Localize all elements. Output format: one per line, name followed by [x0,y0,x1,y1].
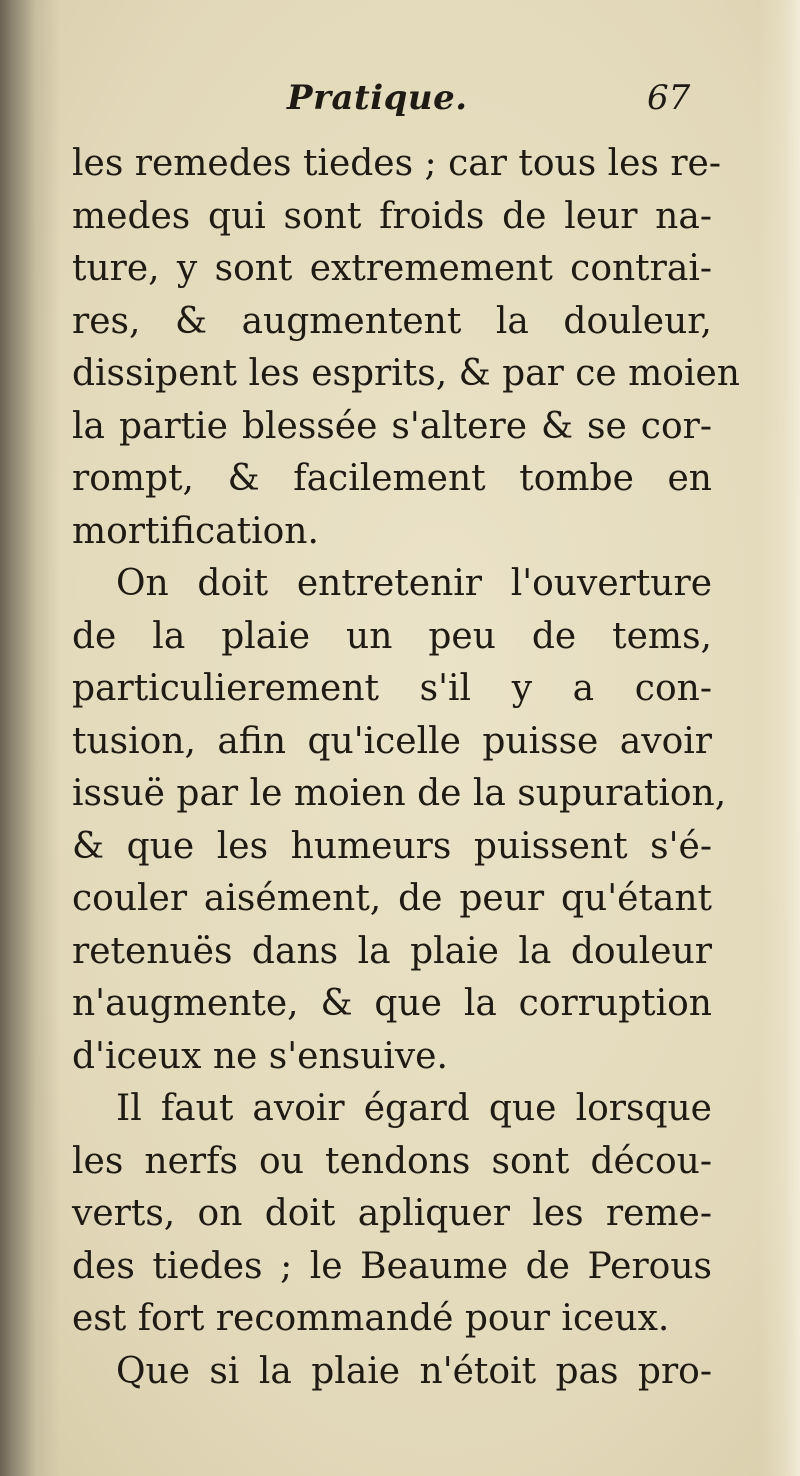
paragraph-end-line: mortification. [72,510,319,552]
running-head: Pratique. [287,78,468,118]
paragraph-end-line: est fort recommandé pour iceux. [72,1298,670,1339]
paragraph-start-line: Que si la plaie n'étoit pas pro- [116,1350,712,1392]
text-line: les nerfs ou tendons sont décou- [72,1140,712,1182]
text-line: medes qui sont froids de leur na- [72,195,712,237]
text-line: rompt, & facilement tombe en [72,458,712,499]
page-number: 67 [647,78,691,118]
paragraph-start-line: Il faut avoir égard que lorsque [116,1088,712,1129]
text-line: ture, y sont extremement contrai- [72,248,712,289]
text-line: res, & augmentent la douleur, [72,300,712,342]
book-spine-shadow [0,0,60,1476]
text-line: les remedes tiedes ; car tous les re- [72,143,722,184]
text-line: tusion, afin qu'icelle puisse avoir [72,720,712,762]
text-line: la partie blessée s'altere & se cor- [72,405,712,447]
text-line: n'augmente, & que la corruption [72,983,712,1024]
text-line: & que les humeurs puissent s'é- [72,825,712,867]
page-edge [760,0,800,1476]
text-line: des tiedes ; le Beaume de Perous [72,1245,712,1287]
paragraph-end-line: d'iceux ne s'ensuive. [72,1035,448,1077]
text-line: particulierement s'il y a con- [72,668,712,709]
text-line: retenuës dans la plaie la douleur [72,930,712,972]
text-line: couler aisément, de peur qu'étant [72,878,712,919]
text-line: issuë par le moien de la supuration, [72,773,727,814]
text-line: dissipent les esprits, & par ce moien [72,353,740,394]
text-line: de la plaie un peu de tems, [72,615,712,657]
text-block [72,78,740,1398]
text-line: verts, on doit apliquer les reme- [72,1193,712,1234]
paragraph-start-line: On doit entretenir l'ouverture [116,563,712,604]
page-header [72,78,712,138]
